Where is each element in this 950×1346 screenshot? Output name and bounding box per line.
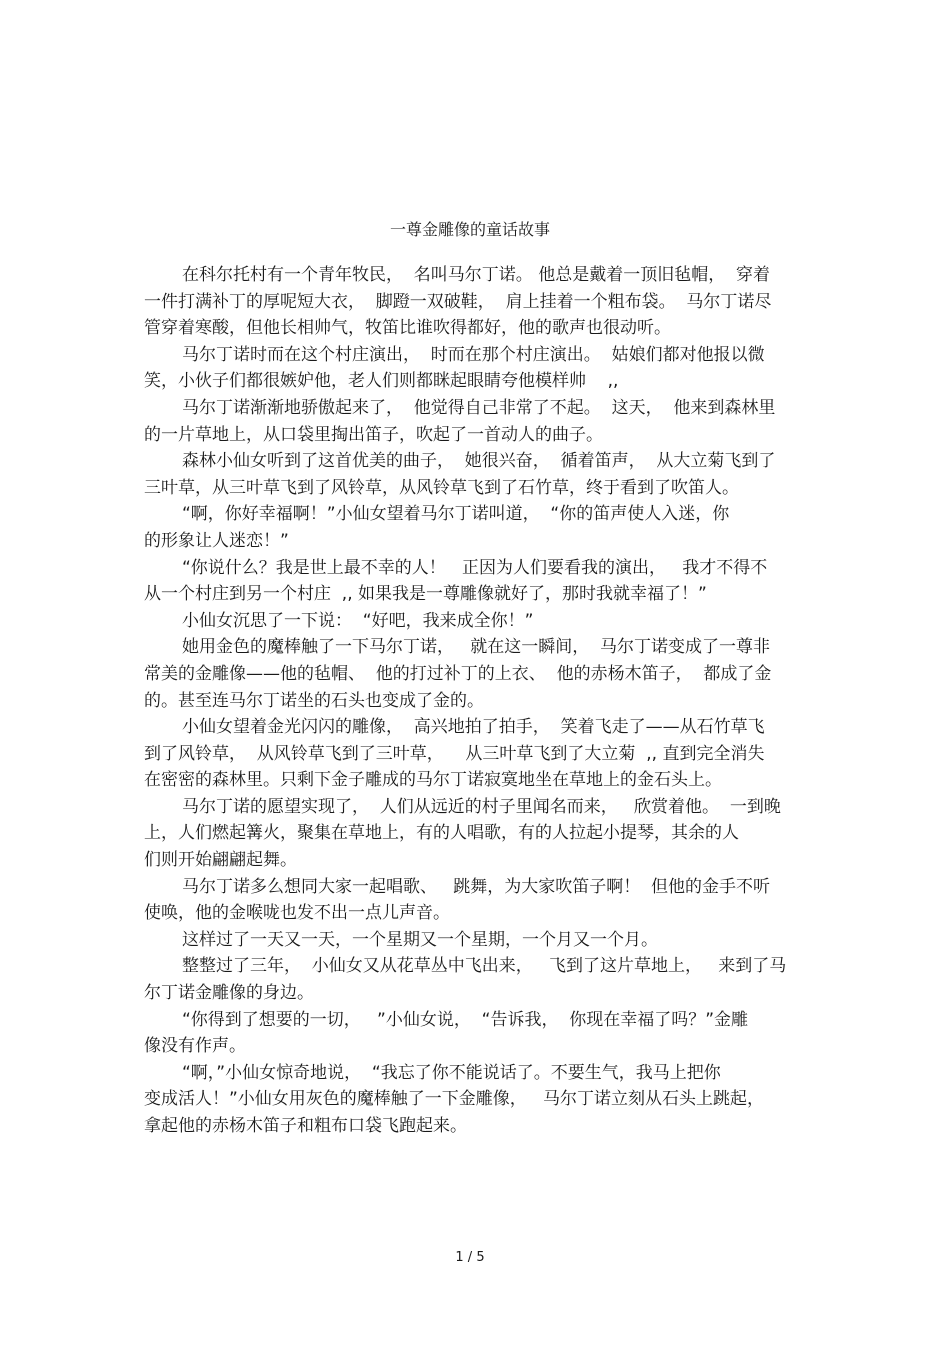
- text-line: 的。甚至连马尔丁诺坐的石头也变成了金的。: [144, 690, 484, 711]
- text-line: 笑，小伙子们都很嫉妒他，老人们则都眯起眼睛夸他模样帅 ,,: [144, 371, 619, 392]
- text-line: 使唤，他的金喉咙也发不出一点儿声音。: [144, 903, 450, 924]
- text-line: 的形象让人迷恋！”: [144, 530, 289, 551]
- story-body: [144, 262, 806, 1140]
- text-line: 马尔丁诺渐渐地骄傲起来了， 他觉得自己非常了不起。 这天， 他来到森林里: [182, 397, 776, 418]
- text-line: 们则开始翩翩起舞。: [144, 850, 297, 871]
- text-line: “啊，你好幸福啊！”小仙女望着马尔丁诺叫道， “你的笛声使人入迷，你: [182, 504, 730, 525]
- text-line: 到了风铃草， 从风铃草飞到了三叶草， 从三叶草飞到了大立菊 ,, 直到完全消失: [144, 743, 765, 764]
- text-line: 三叶草，从三叶草飞到了风铃草，从风铃草飞到了石竹草，终于看到了吹笛人。: [144, 477, 739, 498]
- page-number: 1 / 5: [455, 1250, 485, 1265]
- text-line: 森林小仙女听到了这首优美的曲子， 她很兴奋， 循着笛声， 从大立菊飞到了: [182, 451, 776, 472]
- text-line: “啊，”小仙女惊奇地说， “我忘了你不能说话了。不要生气，我马上把你: [182, 1062, 721, 1083]
- text-line: 在科尔托村有一个青年牧民， 名叫马尔丁诺。 他总是戴着一顶旧毡帽， 穿着: [182, 265, 771, 285]
- text-line: 从一个村庄到另一个村庄 ,, 如果我是一尊雕像就好了，那时我就幸福了！”: [144, 584, 707, 605]
- text-line: 拿起他的赤杨木笛子和粗布口袋飞跑起来。: [144, 1116, 467, 1136]
- text-line: 尔丁诺金雕像的身边。: [144, 983, 314, 1004]
- text-line: 这样过了一天又一天，一个星期又一个星期，一个月又一个月。: [182, 929, 658, 950]
- text-line: 她用金色的魔棒触了一下马尔丁诺， 就在这一瞬间， 马尔丁诺变成了一尊非: [182, 637, 771, 658]
- text-line: 管穿着寒酸，但他长相帅气，牧笛比谁吹得都好，他的歌声也很动听。: [144, 318, 671, 339]
- text-line: 像没有作声。: [144, 1036, 246, 1057]
- text-line: 上，人们燃起篝火，聚集在草地上，有的人唱歌，有的人拉起小提琴，其余的人: [144, 823, 739, 844]
- text-line: 小仙女沉思了一下说： “好吧，我来成全你！”: [182, 610, 534, 631]
- text-line: 一件打满补丁的厚呢短大衣， 脚蹬一双破鞋， 肩上挂着一个粗布袋。 马尔丁诺尽: [144, 291, 772, 312]
- text-line: “你得到了想要的一切， ”小仙女说， “告诉我， 你现在幸福了吗？”金雕: [182, 1009, 749, 1030]
- text-line: 变成活人！”小仙女用灰色的魔棒触了一下金雕像， 马尔丁诺立刻从石头上跳起，: [144, 1089, 765, 1110]
- text-line: 的一片草地上，从口袋里掏出笛子，吹起了一首动人的曲子。: [144, 424, 603, 445]
- text-line: 小仙女望着金光闪闪的雕像， 高兴地拍了拍手， 笑着飞走了——从石竹草飞: [182, 717, 765, 738]
- text-line: 整整过了三年， 小仙女又从花草丛中飞出来， 飞到了这片草地上， 来到了马: [182, 956, 787, 977]
- text-line: “你说什么？我是世上最不幸的人！ 正因为人们要看我的演出， 我才不得不: [182, 557, 768, 578]
- text-line: 马尔丁诺多么想同大家一起唱歌、 跳舞，为大家吹笛子啊！ 但他的金手不听: [182, 876, 771, 897]
- text-line: 常美的金雕像——他的毡帽、 他的打过补丁的上衣、 他的赤杨木笛子， 都成了金: [144, 663, 772, 684]
- text-line: 马尔丁诺时而在这个村庄演出， 时而在那个村庄演出。 姑娘们都对他报以微: [182, 344, 765, 365]
- text-line: 在密密的森林里。只剩下金子雕成的马尔丁诺寂寞地坐在草地上的金石头上。: [144, 770, 722, 791]
- story-title: 一尊金雕像的童话故事: [389, 220, 550, 239]
- text-line: 马尔丁诺的愿望实现了， 人们从远近的村子里闻名而来， 欣赏着他。 一到晚: [182, 796, 781, 817]
